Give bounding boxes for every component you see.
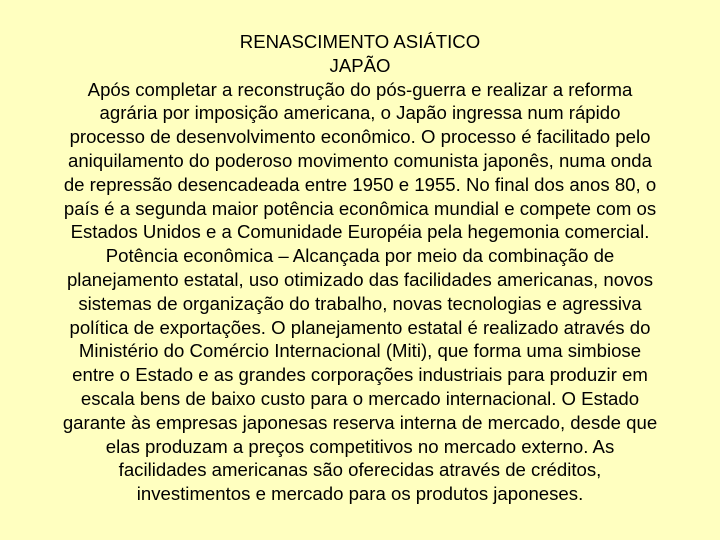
slide-title: RENASCIMENTO ASIÁTICO [239, 31, 481, 52]
body-line: Após completar a reconstrução do pós-guerra e realizar a reforma [87, 78, 633, 100]
body-line: garante às empresas japonesas reserva interna de mercado, desde que [62, 411, 658, 433]
body-line: Ministério do Comércio Internacional (Miti), que forma uma simbiose [78, 340, 642, 362]
body-line: aniquilamento do poderoso movimento comunista japonês, numa onda [67, 149, 652, 171]
slide-subtitle: JAPÃO [329, 54, 391, 76]
body-line: escala bens de baixo custo para o mercado internacional. O Estado [80, 387, 640, 409]
body-line: facilidades americanas são oferecidas através de créditos, [118, 459, 602, 481]
body-line: planejamento estatal, uso otimizado das facilidades americanas, novos [66, 268, 654, 290]
body-line: processo de desenvolvimento econômico. O processo é facilitado pelo [69, 126, 651, 148]
body-line: de repressão desencadeada entre 1950 e 1955. No final dos anos 80, o [63, 173, 657, 195]
body-line: entre o Estado e as grandes corporações industriais para produzir em [72, 364, 648, 386]
body-line: país é a segunda maior potência econômica mundial e compete com os [63, 197, 657, 219]
body-line: Estados Unidos e a Comunidade Européia pela hegemonia comercial. [70, 221, 650, 243]
body-line: elas produzam a preços competitivos no mercado externo. As [105, 435, 615, 457]
body-line: investimentos e mercado para os produtos japoneses. [136, 483, 584, 505]
body-line: Potência econômica – Alcançada por meio da combinação de [105, 245, 615, 267]
body-line: sistemas de organização do trabalho, novas tecnologias e agressiva [78, 292, 642, 314]
slide-text-block [0, 30, 720, 506]
body-line: política de exportações. O planejamento estatal é realizado através do [69, 316, 651, 338]
body-line: agrária por imposição americana, o Japão ingressa num rápido [99, 102, 621, 124]
